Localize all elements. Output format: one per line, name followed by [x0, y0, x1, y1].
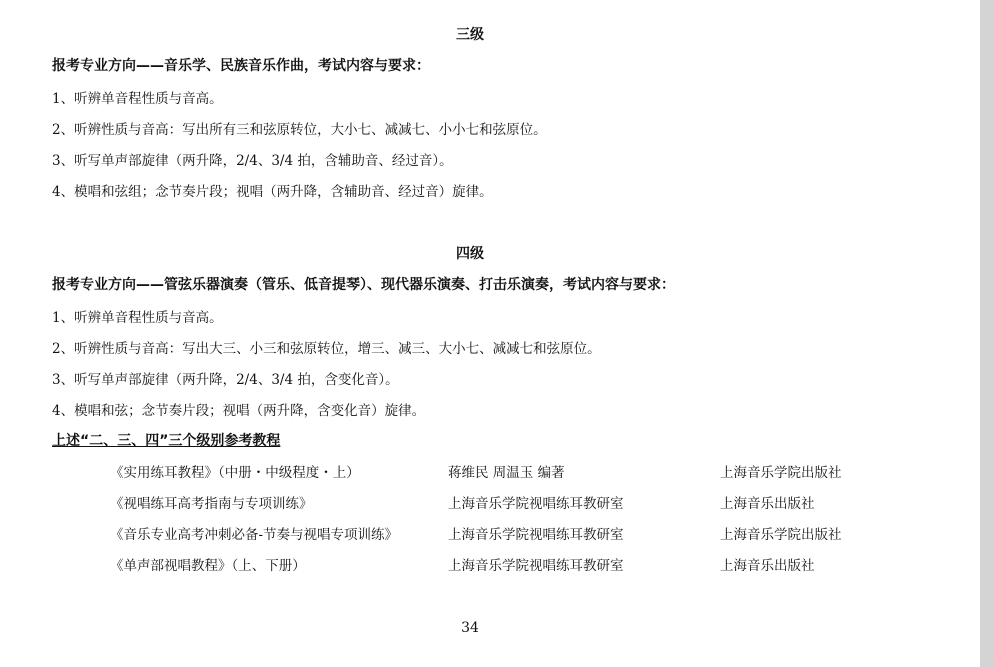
- level3-direction: 报考专业方向——音乐学、民族音乐作曲，考试内容与要求：: [52, 58, 430, 74]
- book-title: 《音乐专业高考冲刺必备-节奏与视唱专项训练》: [110, 527, 399, 543]
- book-publisher: 上海音乐学院出版社: [720, 527, 842, 543]
- level4-item-4: 4、模唱和弦；念节奏片段；视唱（两升降，含变化音）旋律。: [52, 403, 426, 419]
- book-publisher: 上海音乐学院出版社: [720, 465, 842, 481]
- book-author: 上海音乐学院视唱练耳教研室: [448, 527, 624, 543]
- page-number: 34: [461, 620, 479, 636]
- book-title: 《实用练耳教程》（中册・中级程度・上）: [110, 465, 360, 481]
- level3-item-4: 4、模唱和弦组；念节奏片段；视唱（两升降，含辅助音、经过音）旋律。: [52, 184, 493, 200]
- level4-direction: 报考专业方向——管弦乐器演奏（管乐、低音提琴）、现代器乐演奏、打击乐演奏，考试内容与要求：: [52, 277, 675, 293]
- book-title: 《单声部视唱教程》（上、下册）: [110, 558, 306, 574]
- level4-item-1: 1、听辨单音程性质与音高。: [52, 310, 223, 326]
- book-row: [0, 461, 940, 481]
- level3-title: 三级: [456, 27, 484, 43]
- level3-item-1: 1、听辨单音程性质与音高。: [52, 91, 223, 107]
- book-publisher: 上海音乐出版社: [720, 558, 815, 574]
- book-author: 上海音乐学院视唱练耳教研室: [448, 496, 624, 512]
- book-title: 《视唱练耳高考指南与专项训练》: [110, 496, 313, 512]
- references-heading: 上述“二、三、四”三个级别参考教程: [52, 433, 281, 449]
- scrollbar-track[interactable]: [980, 0, 993, 667]
- level3-item-3: 3、听写单声部旋律（两升降，2/4、3/4 拍，含辅助音、经过音）。: [52, 153, 453, 169]
- book-row: [0, 523, 940, 543]
- level4-item-3: 3、听写单声部旋律（两升降，2/4、3/4 拍，含变化音）。: [52, 372, 399, 388]
- level3-item-2: 2、听辨性质与音高：写出所有三和弦原转位，大小七、减减七、小小七和弦原位。: [52, 122, 547, 138]
- book-author: 上海音乐学院视唱练耳教研室: [448, 558, 624, 574]
- book-publisher: 上海音乐出版社: [720, 496, 815, 512]
- book-row: [0, 554, 940, 574]
- book-row: [0, 492, 940, 512]
- level4-title: 四级: [456, 246, 484, 262]
- level4-item-2: 2、听辨性质与音高：写出大三、小三和弦原转位，增三、减三、大小七、减减七和弦原位。: [52, 341, 601, 357]
- book-author: 蒋维民 周温玉 编著: [448, 465, 565, 481]
